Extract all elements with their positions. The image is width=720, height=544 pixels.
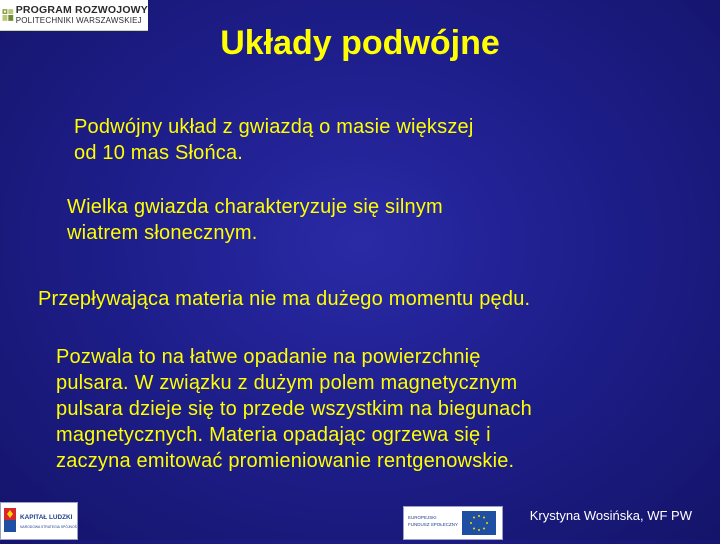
paragraph-4-line-4: magnetycznych. Materia opadając ogrzewa się i bbox=[56, 424, 491, 446]
slide-title: Układy podwójne bbox=[220, 24, 500, 62]
paragraph-3-line-1: Przepływająca materia nie ma dużego momentu pędu. bbox=[38, 288, 531, 310]
eu-logo-line1: EUROPEJSKI bbox=[408, 515, 437, 520]
paragraph-2 bbox=[67, 194, 443, 246]
paragraph-4-line-1: Pozwala to na łatwe opadanie na powierzchnię bbox=[56, 346, 481, 368]
paragraph-1-line-2: od 10 mas Słońca. bbox=[74, 142, 244, 164]
kl-logo-line1: KAPITAŁ LUDZKI bbox=[20, 514, 73, 521]
program-logo-line1: PROGRAM ROZWOJOWY bbox=[15, 3, 148, 16]
paragraph-2-line-1: Wielka gwiazda charakteryzuje się silnym bbox=[67, 196, 443, 218]
eu-fund-logo bbox=[403, 506, 503, 540]
author-credit: Krystyna Wosińska, WF PW bbox=[529, 508, 692, 523]
paragraph-3 bbox=[38, 286, 530, 312]
paragraph-4-line-3: pulsara dzieje się to przede wszystkim na biegunach bbox=[56, 398, 533, 420]
paragraph-1-line-1: Podwójny układ z gwiazdą o masie większej bbox=[74, 116, 474, 138]
paragraph-4-line-2: pulsara. W związku z dużym polem magnetycznym bbox=[56, 372, 518, 394]
footer bbox=[0, 498, 720, 540]
paragraph-1 bbox=[74, 114, 474, 166]
paragraph-4 bbox=[56, 344, 532, 474]
kapital-ludzki-logo bbox=[0, 502, 78, 540]
eu-logo-line2: FUNDUSZ SPOŁECZNY bbox=[408, 522, 459, 527]
paragraph-2-line-2: wiatrem słonecznym. bbox=[67, 222, 258, 244]
paragraph-4-line-5: zaczyna emitować promieniowanie rentgenowskie. bbox=[56, 450, 515, 472]
kapital-ludzki-logo-icon bbox=[1, 503, 77, 539]
eu-fund-logo-icon bbox=[404, 507, 502, 539]
program-logo-line2: POLITECHNIKI WARSZAWSKIEJ bbox=[15, 16, 142, 26]
kl-logo-line2: NARODOWA STRATEGIA SPÓJNOŚCI bbox=[20, 525, 77, 529]
